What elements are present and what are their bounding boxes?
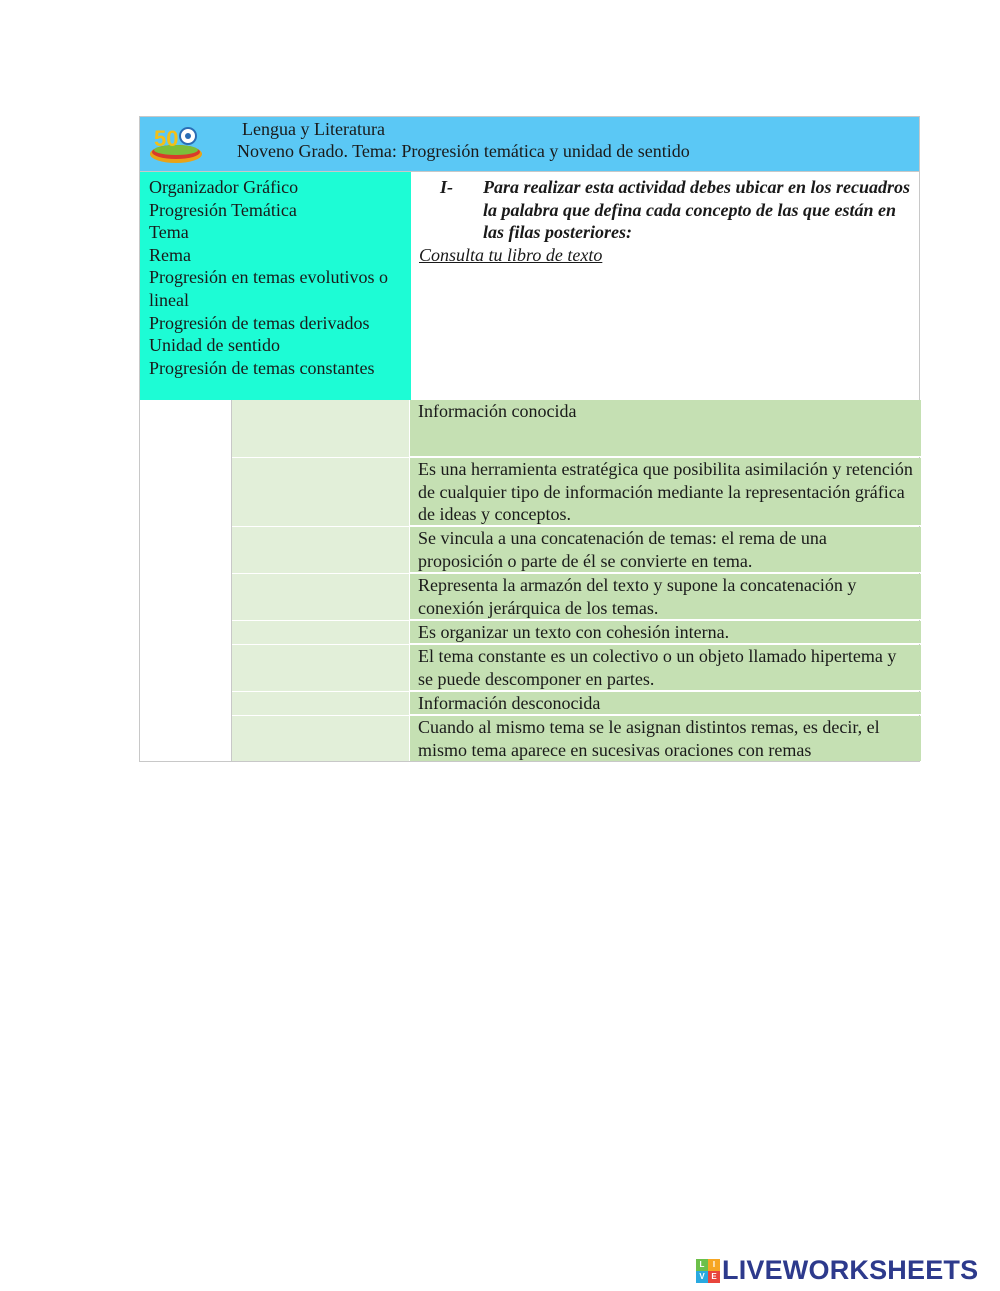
instructions-panel [411, 172, 919, 400]
answer-box[interactable] [232, 645, 410, 692]
instruction-text: Para realizar esta actividad debes ubicar en los recuadros la palabra que defina cada concepto de las que están en las filas posteriores: [483, 177, 910, 243]
answer-box[interactable] [232, 400, 410, 458]
answer-box[interactable] [232, 574, 410, 621]
word-bank-item: Tema [149, 222, 189, 243]
liveworksheets-logo-icon: L I V E [696, 1259, 720, 1283]
definition-cell: Es organizar un texto con cohesión interna. [410, 621, 921, 644]
definition-cell: El tema constante es un colectivo o un objeto llamado hipertema y se puede descomponer en partes. [410, 645, 921, 691]
word-bank-item: Progresión en temas evolutivos o lineal [149, 267, 388, 310]
instruction-number: I- [440, 177, 453, 197]
definition-cell: Se vincula a una concatenación de temas: el rema de una proposición o parte de él se convierte en tema. [410, 527, 921, 573]
grade-topic-title: Noveno Grado. Tema: Progresión temática y unidad de sentido [237, 141, 690, 161]
word-bank-item: Progresión de temas constantes [149, 357, 375, 378]
answer-box[interactable] [232, 458, 410, 527]
answer-box[interactable] [232, 527, 410, 574]
worksheet-header [139, 116, 920, 172]
blank-column [140, 400, 232, 761]
answer-box[interactable] [232, 692, 410, 716]
definition-cell: Información conocida [410, 400, 921, 457]
definition-cell: Es una herramienta estratégica que posibilita asimilación y retención de cualquier tipo de información mediante la representación gráfica de ideas y conceptos. [410, 458, 921, 526]
definition-cell: Cuando al mismo tema se le asignan distintos remas, es decir, el mismo tema aparece en sucesivas oraciones con remas [410, 716, 921, 761]
word-bank-item: Rema [149, 244, 191, 265]
word-bank-item: Progresión Temática [149, 199, 297, 220]
word-bank-item: Unidad de sentido [149, 335, 280, 356]
answer-box[interactable] [232, 716, 410, 761]
definition-cell: Información desconocida [410, 692, 921, 715]
textbook-reference: Consulta tu libro de texto [419, 244, 603, 265]
brand-name: LIVEWORKSHEETS [722, 1255, 979, 1285]
definition-cell: Representa la armazón del texto y supone la concatenación y conexión jerárquica de los temas. [410, 574, 921, 620]
school-logo-icon [148, 122, 204, 166]
liveworksheets-brand[interactable] [696, 1255, 978, 1286]
answer-box[interactable] [232, 621, 410, 645]
worksheet [139, 116, 920, 762]
svg-text:50: 50 [154, 126, 179, 151]
word-bank-item: Progresión de temas derivados [149, 312, 370, 333]
word-bank [140, 172, 411, 400]
word-bank-item: Organizador Gráfico [149, 177, 299, 197]
matching-table [139, 400, 920, 762]
subject-title: Lengua y Literatura [242, 119, 385, 139]
